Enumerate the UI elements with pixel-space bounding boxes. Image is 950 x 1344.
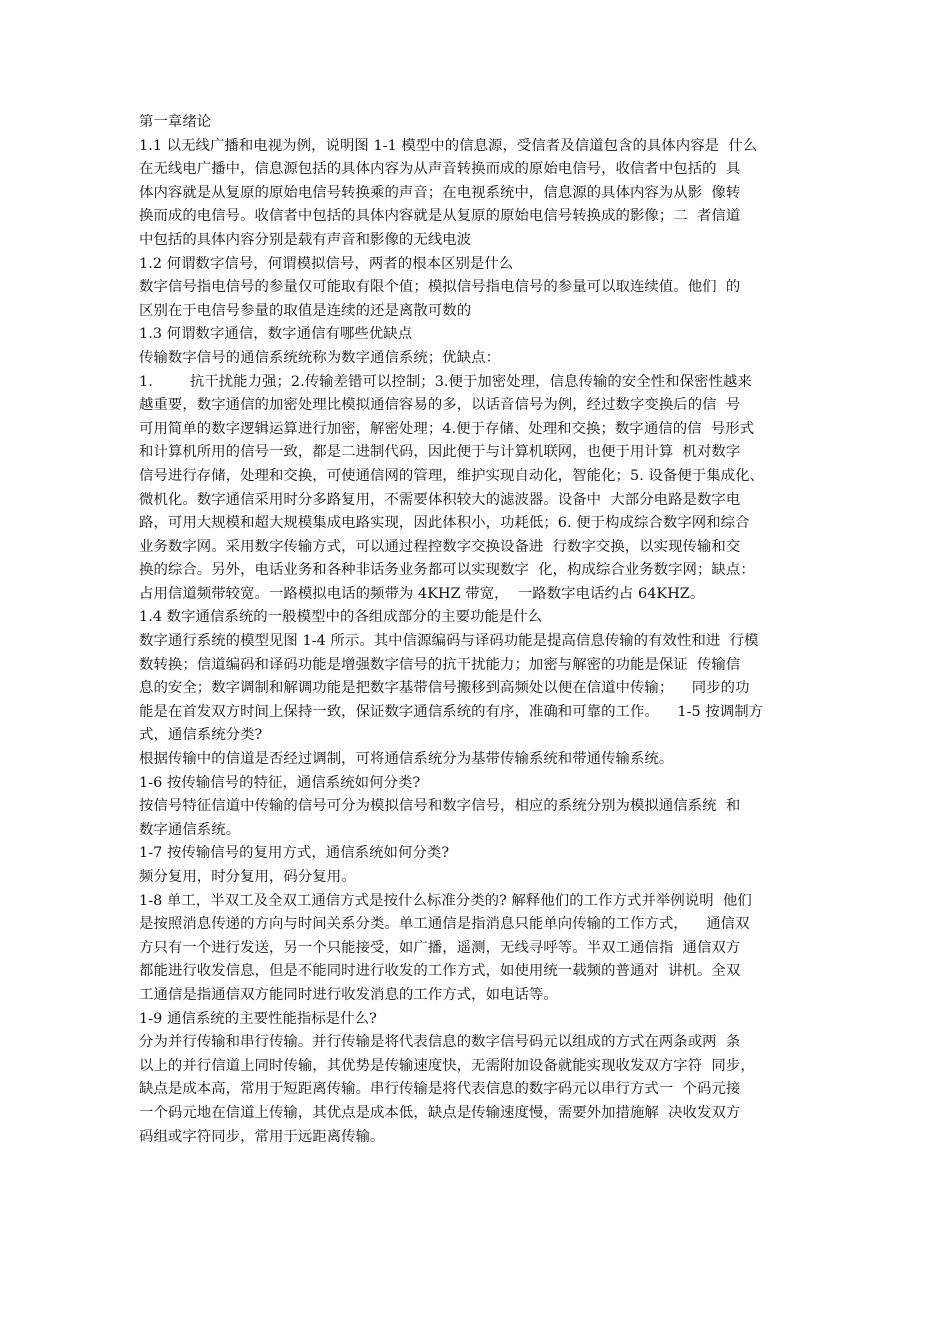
text-line: 路，可用大规模和超大规模集成电路实现，因此体积小，功耗低；6. 便于构成综合数字网和综合 xyxy=(139,515,750,532)
text-line: 越重要，数字通信的加密处理比模拟通信容易的多，以话音信号为例，经过数字变换后的信 号 xyxy=(139,397,741,414)
text-line: 1.2 何谓数字信号，何谓模拟信号，两者的根本区别是什么 xyxy=(139,255,514,272)
chapter-title: 第一章绪论 xyxy=(139,114,212,130)
text-line: 1.4 数字通信系统的一般模型中的各组成部分的主要功能是什么 xyxy=(139,609,543,626)
text-line: 微机化。数字通信采用时分多路复用，不需要体积较大的滤波器。设备中 大部分电路是数字电 xyxy=(139,491,741,508)
text-line: 数字信号指电信号的参量仅可能取有限个值；模拟信号指电信号的参量可以取连续值。他们 的 xyxy=(139,279,741,296)
text-line: 按信号特征信道中传输的信号可分为模拟信号和数字信号，相应的系统分别为模拟通信系统 和 xyxy=(139,798,741,815)
text-line: 可用简单的数字逻辑运算进行加密，解密处理；4.便于存储、处理和交换；数字通信的信 号形式 xyxy=(139,420,755,437)
text-line: 区别在于电信号参量的取值是连续的还是离散可数的 xyxy=(139,302,472,319)
text-line: 都能进行收发信息，但是不能同时进行收发的工作方式，如使用统一载频的普通对 讲机。全双 xyxy=(139,963,741,980)
text-line: 频分复用，时分复用，码分复用。 xyxy=(139,869,356,885)
text-line: 数字通行系统的模型见图 1-4 所示。其中信源编码与译码功能是提高信息传输的有效性和进 行模 xyxy=(139,633,759,650)
text-line: 1.1 以无线广播和电视为例，说明图 1-1 模型中的信息源，受信者及信道包含的具体内容是 什么 xyxy=(139,137,758,154)
text-line: 1-8 单工，半双工及全双工通信方式是按什么标准分类的? 解释他们的工作方式并举例说明 他们 xyxy=(139,892,752,909)
text-line: 业务数字网。采用数字传输方式，可以通过程控数字交换设备进 行数字交换，以实现传输和交 xyxy=(139,538,741,555)
text-line: 以上的并行信道上同时传输，其优势是传输速度快，无需附加设备就能实现收发双方字符 同步， xyxy=(139,1057,755,1074)
text-line: 息的安全；数字调制和解调功能是把数字基带信号搬移到高频处以便在信道中传输； 同步的功 xyxy=(139,680,750,697)
text-line: 根据传输中的信道是否经过调制，可将通信系统分为基带传输系统和带通传输系统。 xyxy=(139,751,674,768)
text-line: 缺点是成本高，常用于短距离传输。串行传输是将代表信息的数字码元以串行方式一 个码元接 xyxy=(139,1081,741,1098)
text-line: 数转换；信道编码和译码功能是增强数字信号的抗干扰能力；加密与解密的功能是保证 传输信 xyxy=(139,656,741,673)
text-line: 1-7 按传输信号的复用方式，通信系统如何分类? xyxy=(139,845,450,862)
text-line: 1.3 何谓数字通信，数字通信有哪些优缺点 xyxy=(139,326,413,343)
text-line: 方只有一个进行发送，另一个只能接受，如广播，遥测，无线寻呼等。半双工通信指 通信双方 xyxy=(139,939,741,956)
text-line: 1. 抗干扰能力强；2.传输差错可以控制；3.便于加密处理，信息传输的安全性和保密性越来 xyxy=(139,373,752,390)
text-line: 在无线电广播中，信息源包括的具体内容为从声音转换而成的原始电信号，收信者中包括的 具 xyxy=(139,161,741,178)
text-line: 中包括的具体内容分别是载有声音和影像的无线电波 xyxy=(139,231,472,248)
text-line: 传输数字信号的通信系统统称为数字通信系统；优缺点： xyxy=(139,349,501,366)
text-line: 占用信道频带较宽。一路模拟电话的频带为 4KHZ 带宽， 一路数字电话约占 64KHZ。 xyxy=(139,585,705,602)
text-line: 1-6 按传输信号的特征，通信系统如何分类? xyxy=(139,774,421,791)
text-line: 换的综合。另外，电话业务和各种非话务业务都可以实现数字 化，构成综合业务数字网；缺点： xyxy=(139,562,755,579)
text-line: 码组或字符同步，常用于远距离传输。 xyxy=(139,1128,385,1145)
text-line: 1-9 通信系统的主要性能指标是什么? xyxy=(139,1010,377,1027)
text-line: 体内容就是从复原的原始电信号转换乘的声音；在电视系统中，信息源的具体内容为从影 像转 xyxy=(139,184,741,201)
text-line: 能是在首发双方时间上保持一致，保证数字通信系统的有序，准确和可靠的工作。 1-5 按调制方 xyxy=(139,703,764,720)
text-line: 式，通信系统分类? xyxy=(139,727,263,744)
text-line: 一个码元地在信道上传输，其优点是成本低，缺点是传输速度慢，需要外加措施解 决收发双方 xyxy=(139,1104,741,1121)
text-line: 和计算机所用的信号一致，都是二进制代码，因此便于与计算机联网，也便于用计算 机对数字 xyxy=(139,444,741,461)
text-line: 数字通信系统。 xyxy=(139,821,241,838)
text-line: 信号进行存储，处理和交换，可使通信网的管理，维护实现自动化，智能化；5. 设备便于集成化、 xyxy=(139,467,764,484)
document-body xyxy=(139,111,823,1149)
text-line: 换而成的电信号。收信者中包括的具体内容就是从复原的原始电信号转换成的影像；二 者信道 xyxy=(139,208,741,225)
text-line: 工通信是指通信双方能同时进行收发消息的工作方式，如电话等。 xyxy=(139,986,558,1003)
text-line: 是按照消息传递的方向与时间关系分类。单工通信是指消息只能单向传输的工作方式， 通信双 xyxy=(139,916,750,933)
text-line: 分为并行传输和串行传输。并行传输是将代表信息的数字信号码元以组成的方式在两条或两 条 xyxy=(139,1034,741,1051)
